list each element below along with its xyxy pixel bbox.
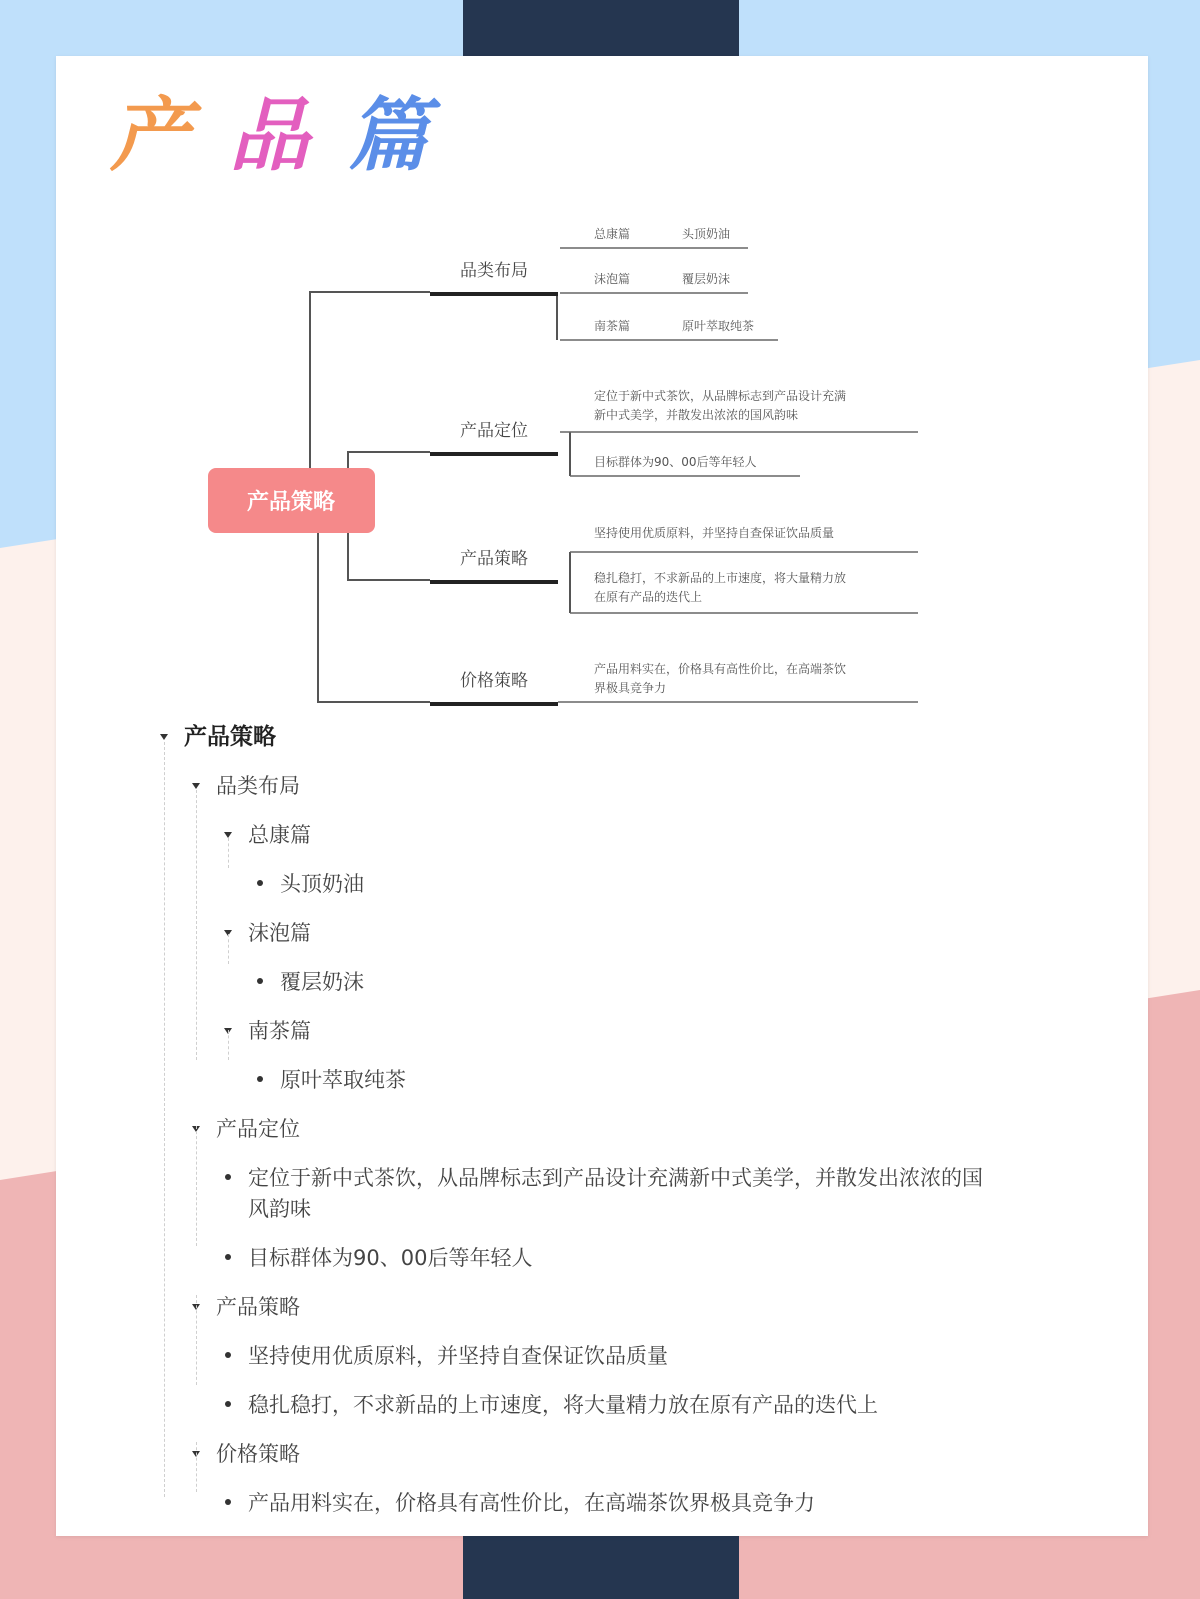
branch-label: 价格策略: [460, 671, 528, 691]
indent-guide: [228, 1030, 229, 1060]
leaf-label: 覆层奶沫: [682, 272, 731, 286]
bullet-icon: [257, 978, 263, 984]
indent-guide: [196, 790, 197, 1060]
outline-node[interactable]: [160, 1006, 1080, 1055]
bullet-icon: [257, 880, 263, 886]
root-node-label: 产品策略: [246, 490, 336, 515]
indent-guide: [228, 934, 229, 964]
outline-text: 总康篇: [248, 822, 311, 847]
collapse-caret-icon[interactable]: [160, 734, 168, 740]
outline-node[interactable]: [160, 712, 1080, 761]
leaf-label: 总康篇: [594, 227, 631, 241]
leaf-label: 在原有产品的迭代上: [594, 590, 703, 604]
leaf-label: 目标群体为90、00后等年轻人: [594, 455, 757, 469]
title-char: 产: [110, 88, 190, 182]
bullet-icon: [225, 1254, 231, 1260]
outline-item: [160, 1153, 1080, 1233]
branch-label: 品类布局: [460, 261, 528, 281]
indent-guide: [196, 1442, 197, 1492]
outline-node[interactable]: [160, 810, 1080, 859]
leaf-label: 产品用料实在，价格具有高性价比，在高端茶饮: [594, 662, 847, 676]
outline-text: 覆层奶沫: [280, 969, 364, 994]
indent-guide: [196, 1295, 197, 1385]
outline-text: 头顶奶油: [280, 871, 364, 896]
outline-text: 目标群体为90、00后等年轻人: [248, 1245, 533, 1270]
branch-label: 产品策略: [460, 549, 528, 569]
mindmap: [0, 0, 1200, 720]
outline-text: 原叶萃取纯茶: [280, 1067, 406, 1092]
bullet-icon: [225, 1401, 231, 1407]
outline-text: 定位于新中式茶饮，从品牌标志到产品设计充满新中式美学，并散发出浓浓的国: [248, 1166, 983, 1190]
leaf-label: 头顶奶油: [682, 227, 731, 241]
outline-text: 坚持使用优质原料，并坚持自查保证饮品质量: [248, 1343, 668, 1368]
outline-node[interactable]: [160, 1282, 1080, 1331]
outline-node[interactable]: [160, 1104, 1080, 1153]
connector: [348, 530, 430, 580]
outline-text: 产品策略: [216, 1294, 300, 1319]
indent-guide: [196, 1126, 197, 1246]
outline-item: [160, 1380, 1080, 1429]
outline-text: 沫泡篇: [248, 920, 311, 945]
leaf-label: 定位于新中式茶饮，从品牌标志到产品设计充满: [594, 389, 847, 403]
leaf-label: 南茶篇: [594, 319, 631, 333]
leaf-label: 稳扎稳打，不求新品的上市速度，将大量精力放: [594, 571, 847, 585]
title-char: 篇: [348, 88, 429, 182]
outline-text: 产品策略: [184, 723, 276, 750]
outline-item: [160, 859, 1080, 908]
leaf-label: 坚持使用优质原料，并坚持自查保证饮品质量: [594, 526, 835, 540]
leaf-label: 原叶萃取纯茶: [682, 319, 755, 333]
leaf-label: 沫泡篇: [594, 272, 631, 286]
branch-label: 产品定位: [460, 421, 528, 441]
title-char: 品: [229, 88, 310, 182]
outline-node[interactable]: [160, 1429, 1080, 1478]
outline-node[interactable]: [160, 761, 1080, 810]
outline-text: 价格策略: [216, 1441, 300, 1466]
bullet-icon: [225, 1174, 231, 1180]
bottom-band: [463, 1532, 739, 1599]
outline-text: 南茶篇: [248, 1018, 311, 1043]
outline-item: [160, 1055, 1080, 1104]
indent-guide: [164, 742, 165, 1497]
outline-list: [160, 712, 1080, 1527]
outline-item: [160, 1331, 1080, 1380]
bullet-icon: [225, 1499, 231, 1505]
connector: [318, 530, 430, 702]
leaf-label: 界极具竞争力: [594, 681, 667, 695]
outline-text: 产品定位: [216, 1116, 300, 1141]
outline-node[interactable]: [160, 908, 1080, 957]
outline-item: [160, 957, 1080, 1006]
outline-item: [160, 1478, 1080, 1527]
bullet-icon: [257, 1076, 263, 1082]
collapse-caret-icon[interactable]: [192, 783, 200, 789]
outline-text: 产品用料实在，价格具有高性价比，在高端茶饮界极具竞争力: [248, 1490, 815, 1515]
outline-item: [160, 1233, 1080, 1282]
bullet-icon: [225, 1352, 231, 1358]
connector: [348, 452, 430, 468]
outline-text-continued: 风韵味: [248, 1197, 311, 1221]
outline-text: 品类布局: [216, 773, 300, 798]
indent-guide: [228, 838, 229, 868]
outline-text: 稳扎稳打，不求新品的上市速度，将大量精力放在原有产品的迭代上: [248, 1392, 878, 1417]
connector: [310, 292, 430, 468]
leaf-label: 新中式美学，并散发出浓浓的国风韵味: [594, 408, 799, 422]
